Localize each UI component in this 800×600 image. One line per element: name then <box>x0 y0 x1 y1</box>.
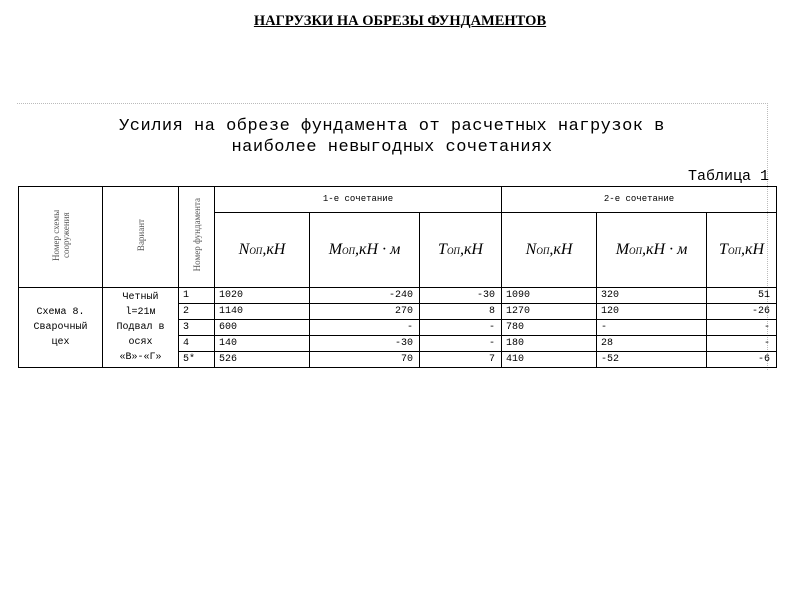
m1-cell: -30 <box>310 336 420 352</box>
n2-cell: 180 <box>502 336 597 352</box>
n1-cell: 526 <box>215 352 310 368</box>
m1-cell: 70 <box>310 352 420 368</box>
t1-cell: 8 <box>420 304 502 320</box>
foundation-no-cell: 1 <box>179 288 215 304</box>
document-frame <box>17 103 771 370</box>
table-number-label: Таблица 1 <box>687 168 769 185</box>
m1-cell: 270 <box>310 304 420 320</box>
foundation-no-cell: 2 <box>179 304 215 320</box>
header-n-2: NОП,кН <box>502 212 597 287</box>
table-row <box>19 288 777 304</box>
loads-table <box>18 186 777 368</box>
t2-cell: -6 <box>707 352 777 368</box>
variant-cell: Четный l=21м Подвал в осях «В»-«Г» <box>103 288 179 368</box>
foundation-no-cell: 3 <box>179 320 215 336</box>
n2-cell: 1090 <box>502 288 597 304</box>
page-title: НАГРУЗКИ НА ОБРЕЗЫ ФУНДАМЕНТОВ <box>253 13 547 29</box>
n1-cell: 140 <box>215 336 310 352</box>
header-t-2: TОП,кН <box>707 212 777 287</box>
header-m-1: MОП,кН · м <box>310 212 420 287</box>
t1-cell: 7 <box>420 352 502 368</box>
n1-cell: 1140 <box>215 304 310 320</box>
t2-cell: - <box>707 336 777 352</box>
foundation-no-cell: 5* <box>179 352 215 368</box>
header-combination-2: 2-е сочетание <box>502 187 777 213</box>
t2-cell: - <box>707 320 777 336</box>
heading-line-1: Усилия на обрезе фундамента от расчетных нагрузок в <box>119 117 665 136</box>
m1-cell: -240 <box>310 288 420 304</box>
header-variant: Вариант <box>103 187 179 288</box>
t1-cell: - <box>420 320 502 336</box>
table-heading <box>17 116 767 158</box>
foundation-no-cell: 4 <box>179 336 215 352</box>
n1-cell: 600 <box>215 320 310 336</box>
t1-cell: - <box>420 336 502 352</box>
t2-cell: 51 <box>707 288 777 304</box>
t2-cell: -26 <box>707 304 777 320</box>
m2-cell: 28 <box>597 336 707 352</box>
m2-cell: 120 <box>597 304 707 320</box>
m2-cell: -52 <box>597 352 707 368</box>
header-t-1: TОП,кН <box>420 212 502 287</box>
header-combination-1: 1-е сочетание <box>215 187 502 213</box>
m1-cell: - <box>310 320 420 336</box>
m2-cell: - <box>597 320 707 336</box>
header-n-1: NОП,кН <box>215 212 310 287</box>
header-foundation-no: Номер фундамента <box>179 187 215 288</box>
scheme-cell: Схема 8. Сварочный цех <box>19 288 103 368</box>
m2-cell: 320 <box>597 288 707 304</box>
n2-cell: 780 <box>502 320 597 336</box>
header-scheme-no: Номер схемы сооружения <box>19 187 103 288</box>
n2-cell: 410 <box>502 352 597 368</box>
heading-line-2: наиболее невыгодных сочетаниях <box>231 138 553 157</box>
n1-cell: 1020 <box>215 288 310 304</box>
t1-cell: -30 <box>420 288 502 304</box>
n2-cell: 1270 <box>502 304 597 320</box>
header-m-2: MОП,кН · м <box>597 212 707 287</box>
